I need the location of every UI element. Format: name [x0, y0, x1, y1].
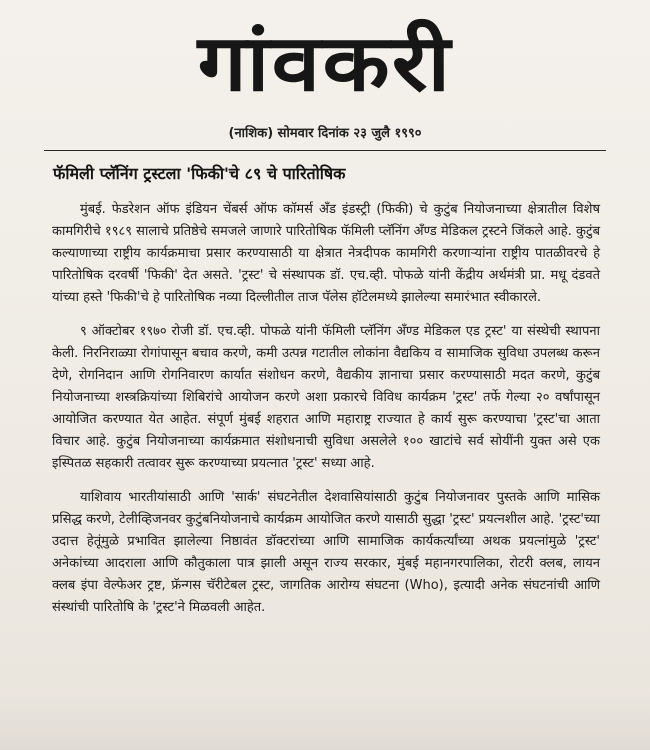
article-headline: फॅमिली प्लॅनिंग ट्रस्टला 'फिकी'चे ८९ चे पारितोषिक: [53, 164, 346, 183]
article-paragraph-1: मुंबई. फेडरेशन ऑफ इंडियन चेंबर्स ऑफ कॉमर्स अँड इंडस्ट्री (फिकी) चे कुटुंब नियोजनाच्या क्षेत्रातील विशेष कामगिरीचे १९८९ सालाचे प्रतिष्ठेचे समजले जाणारे पारितोषिक फॅमिली प्लॅनिंग अँण्ड मेडिकल ट्रस्टने जिंकले आहे. कुटुंब कल्याणाच्या राष्ट्रीय कार्यक्रमाचा प्रसार करण्यासाठी या क्षेत्रात नेत्रदीपक कामगिरी करणाऱ्यांना राष्ट्रीय पातळीवरचे हे पारितोषिक दरवर्षी 'फिकी' देत असते. 'ट्रस्ट' चे संस्थापक डॉ. एच.व्ही. पोफळे यांनी केंद्रीय अर्थमंत्री प्रा. मधू दंडवते यांच्या हस्ते 'फिकी'चे हे पारितोषिक नव्या दिल्लीतील ताज पॅलेस हॉटेलमध्ये झालेल्या समारंभात स्वीकारले.: [52, 202, 600, 305]
newspaper-masthead: गांवकरी: [197, 19, 453, 109]
article-paragraph-3: याशिवाय भारतीयांसाठी आणि 'सार्क' संघटनेतील देशवासियांसाठी कुटुंब नियोजनावर पुस्तके आणि मासिक प्रसिद्ध करणे, टेलीव्हिजनवर कुटुंबनियोजनाचे कार्यक्रम आयोजित करणे यासाठी सुद्धा 'ट्रस्ट' प्रयत्नशील आहे. 'ट्रस्ट'च्या उदात्त हेतूंमुळे प्रभावित झालेल्या निष्ठावंत डॉक्टरांच्या आणि सामाजिक कार्यकर्त्यांच्या अथक प्रयत्नांमुळे 'ट्रस्ट' अनेकांच्या आदराला आणि कौतुकाला पात्र झाली असून राज्य सरकार, मुंबई महानगरपालिका, रोटरी क्लब, लायन क्लब इंपा वेल्फेअर ट्रष्ट, फ्रॅन्गस चॅरीटेबल ट्रस्ट, जागतिक आरोग्य संघटना (Who), इत्यादी अनेक संघटनांची आणि संस्थांची पारितोषि के 'ट्रस्ट'ने मिळवली आहेत.: [52, 490, 600, 615]
dateline: (नाशिक) सोमवार दिनांक २३ जुलै १९९०: [228, 126, 422, 141]
page-edge-shadow: [0, 690, 650, 750]
article-body: [52, 199, 600, 631]
divider-rule: [44, 150, 606, 151]
article-paragraph-2: ९ ऑक्टोबर १९७० रोजी डॉ. एच.व्ही. पोफळे यांनी फॅमिली प्लॅनिंग अँण्ड मेडिकल एड ट्रस्ट' या संस्थेची स्थापना केली. निरनिराळ्या रोगांपासून बचाव करणे, कमी उत्पन्न गटातील लोकांना वैद्यकिय व सामाजिक सुविधा उपलब्ध करून देणे, रोगनिदान आणि रोगनिवारण कार्यात संशोधन करणे, वैद्यकीय ज्ञानाचा प्रसार करण्यासाठी मदत करणे, कुटुंब नियोजनाच्या शस्त्रक्रियांच्या शिबिरांचे आयोजन करणे अशा प्रकारचे विविध कार्यक्रम 'ट्रस्ट' तर्फे गेल्या २० वर्षांपासून आयोजित करण्यात येत आहेत. संपूर्ण मुंबई शहरात आणि महाराष्ट्र राज्यात हे कार्य सुरू करण्याचा 'ट्रस्ट'चा आता विचार आहे. कुटुंब नियोजनाच्या कार्यक्रमात संशोधनाची सुविधा असलेले १०० खाटांचे सर्व सोयींनी युक्त असे एक इस्पितळ सहकारी तत्वावर सुरू करण्याच्या प्रयत्नात 'ट्रस्ट' सध्या आहे.: [52, 324, 600, 471]
